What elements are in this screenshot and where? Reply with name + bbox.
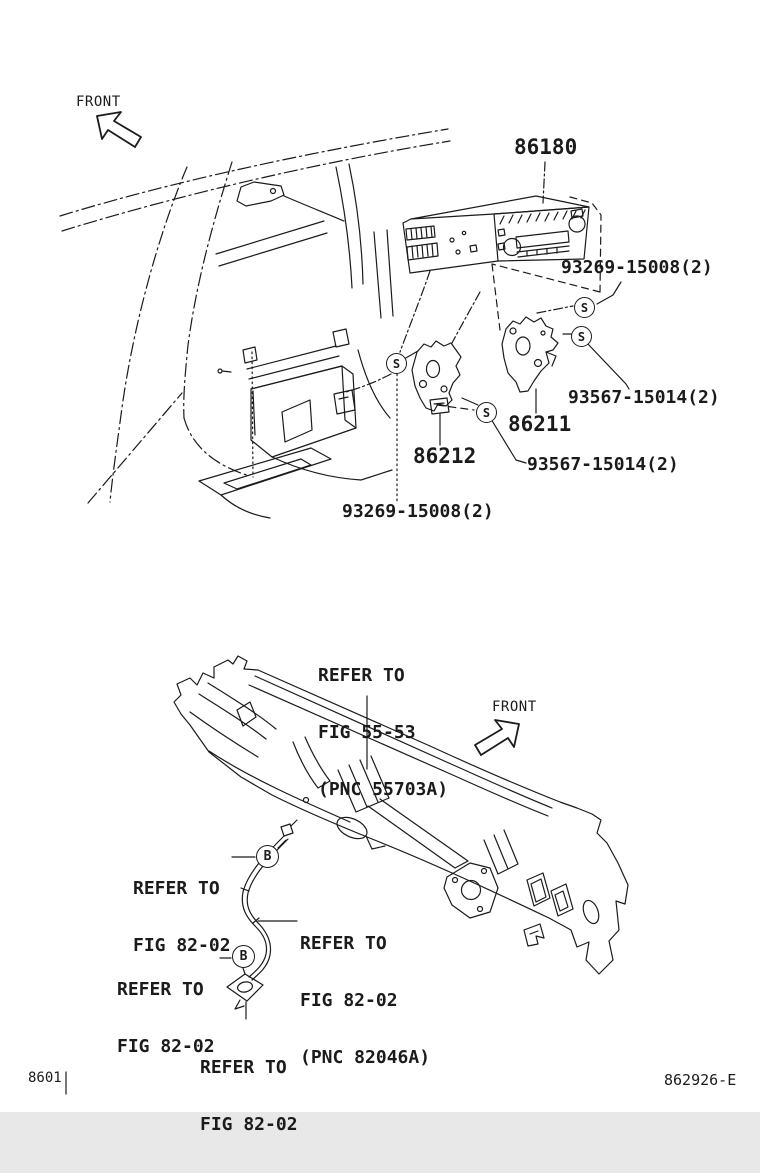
ref-line: REFER TO xyxy=(318,665,405,686)
screw-label-93269-top: 93269-15008(2) xyxy=(561,257,713,278)
screw-label-93269-bottom: 93269-15008(2) xyxy=(342,501,494,522)
screw-label-93567-right: 93567-15014(2) xyxy=(568,387,720,408)
ref-note-harness xyxy=(300,896,430,1105)
footer-figure-code: 862926-E xyxy=(664,1071,737,1089)
screw-label-93567-mid: 93567-15014(2) xyxy=(527,454,679,475)
ref-line: REFER TO xyxy=(117,979,204,1000)
ref-line: FIG 82-02 xyxy=(200,1114,298,1135)
front-label-bottom: FRONT xyxy=(492,699,537,715)
ref-line: REFER TO xyxy=(133,878,220,899)
bracket-86212-drawing xyxy=(412,341,461,414)
bracket-86211-drawing xyxy=(502,317,558,392)
ref-line: FIG 82-02 xyxy=(133,935,231,956)
ref-note-cowl xyxy=(318,628,448,837)
bolt-marker-b: B xyxy=(232,945,255,968)
ref-line: FIG 55-53 xyxy=(318,722,416,743)
screw-marker-s: S xyxy=(386,353,407,374)
part-number-86180: 86180 xyxy=(514,135,578,159)
footer-page-code: 8601 xyxy=(28,1070,62,1086)
bolt-marker-b: B xyxy=(256,845,279,868)
screw-marker-s: S xyxy=(571,326,592,347)
screw-marker-s: S xyxy=(476,402,497,423)
dashboard-line-art xyxy=(60,129,450,518)
part-number-86212: 86212 xyxy=(413,444,477,468)
screw-marker-s: S xyxy=(574,297,595,318)
ref-line: (PNC 55703A) xyxy=(318,779,449,800)
ref-line: REFER TO xyxy=(300,933,387,954)
front-arrow-top-icon xyxy=(97,112,141,147)
ref-line: (PNC 82046A) xyxy=(300,1047,431,1068)
part-number-86211: 86211 xyxy=(508,412,572,436)
ref-line: FIG 82-02 xyxy=(117,1036,215,1057)
front-label-top: FRONT xyxy=(76,94,121,110)
front-arrow-bottom-icon xyxy=(475,720,519,755)
ref-note-grommet xyxy=(200,1020,298,1172)
ref-line: FIG 82-02 xyxy=(300,990,398,1011)
ref-line: REFER TO xyxy=(200,1057,287,1078)
assembly-guide-lines xyxy=(346,162,601,410)
